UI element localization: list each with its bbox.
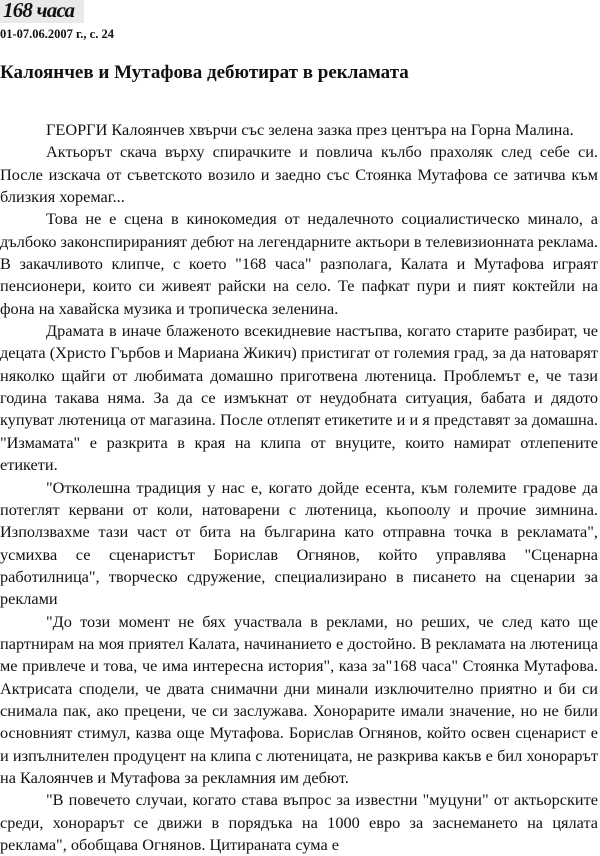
issue-dateline: 01-07.06.2007 г., с. 24 [0, 27, 114, 41]
article-paragraph: Актьорът скача върху спирачките и повлича кълбо прахоляк след себе си. После изскача от съветското возило и заедно със Стоянка Мутафова се затичва към близкия хоремаг... [0, 142, 598, 207]
article-paragraph: "До този момент не бях участвала в реклами, но реших, че след като ще партнирам на моя приятел Калата, начинанието е достойно. В рекламата на лютеница ме привлече и това, че има интересна история", каза за"168 часа" Стоянка Мутафова. Актрисата сподели, че двата снимачни дни минали изключително приятно и би си снимала пак, ако прецени, че си заслужава. Хонорарите имали значение, но не били основният стимул, казва още Мутафова. Борислав Огнянов, който освен сценарист е и изпълнителен продуцент на клипа с лютеницата, не разкрива какъв е бил хонорарът на Калоянчев и Мутафова за рекламния им дебют. [0, 611, 598, 787]
article-headline: Калоянчев и Мутафова дебютират в рекламата [0, 62, 409, 83]
article-paragraph: "Отколешна традиция у нас е, когато дойде есента, към големите градове да потеглят кервани от коли, натоварени с лютеница, кьопоолу и прочие зимнина. Използвахме тази част от бита на българина като отправна точка в рекламата", усмихва се сценаристът Борислав Огнянов, който управлява "Сценарна работилница", творческо сдружение, специализирано в писането на сценарии за реклами [0, 477, 598, 609]
article-paragraph: "В повечето случаи, когато става въпрос за известни "муцуни" от актьорските среди, хонорарът се движи в порядъка на 1000 евро за заснемането на цялата реклама", обобщава Огнянов. Цитираната сума е [0, 790, 598, 854]
article-paragraph: Това не е сцена в кинокомедия от недалечното социалистическо минало, а дълбоко законспирираният дебют на легендарните актьори в телевизионната реклама. В закачливото клипче, с което "168 часа" разполага, Калата и Мутафова играят пенсионери, които си живеят райски на село. Те пафкат пури и пият коктейли на фона на хавайска музика и тропическа зеленина. [0, 209, 598, 318]
article-paragraph: Драмата в иначе блаженото всекидневие настъпва, когато старите разбират, че децата (Христо Гърбов и Мариана Жикич) пристигат от големия град, за да натоварят няколко щайги от любимата домашно приготвена лютеница. Проблемът е, че тази година такава няма. За да се измъкнат от неудобната ситуация, бабата и дядото купуват лютеница от магазина. После отлепят етикетите и и я представят за домашна. "Измамата" е разкрита в края на клипа от внуците, които намират отлепените етикети. [0, 321, 598, 475]
article-paragraph: ГЕОРГИ Калоянчев хвърчи със зелена зазка през центъра на Горна Малина. [46, 120, 574, 139]
article-body [0, 119, 598, 856]
logo-text: 168 часа [3, 0, 75, 22]
publication-logo [0, 0, 84, 23]
